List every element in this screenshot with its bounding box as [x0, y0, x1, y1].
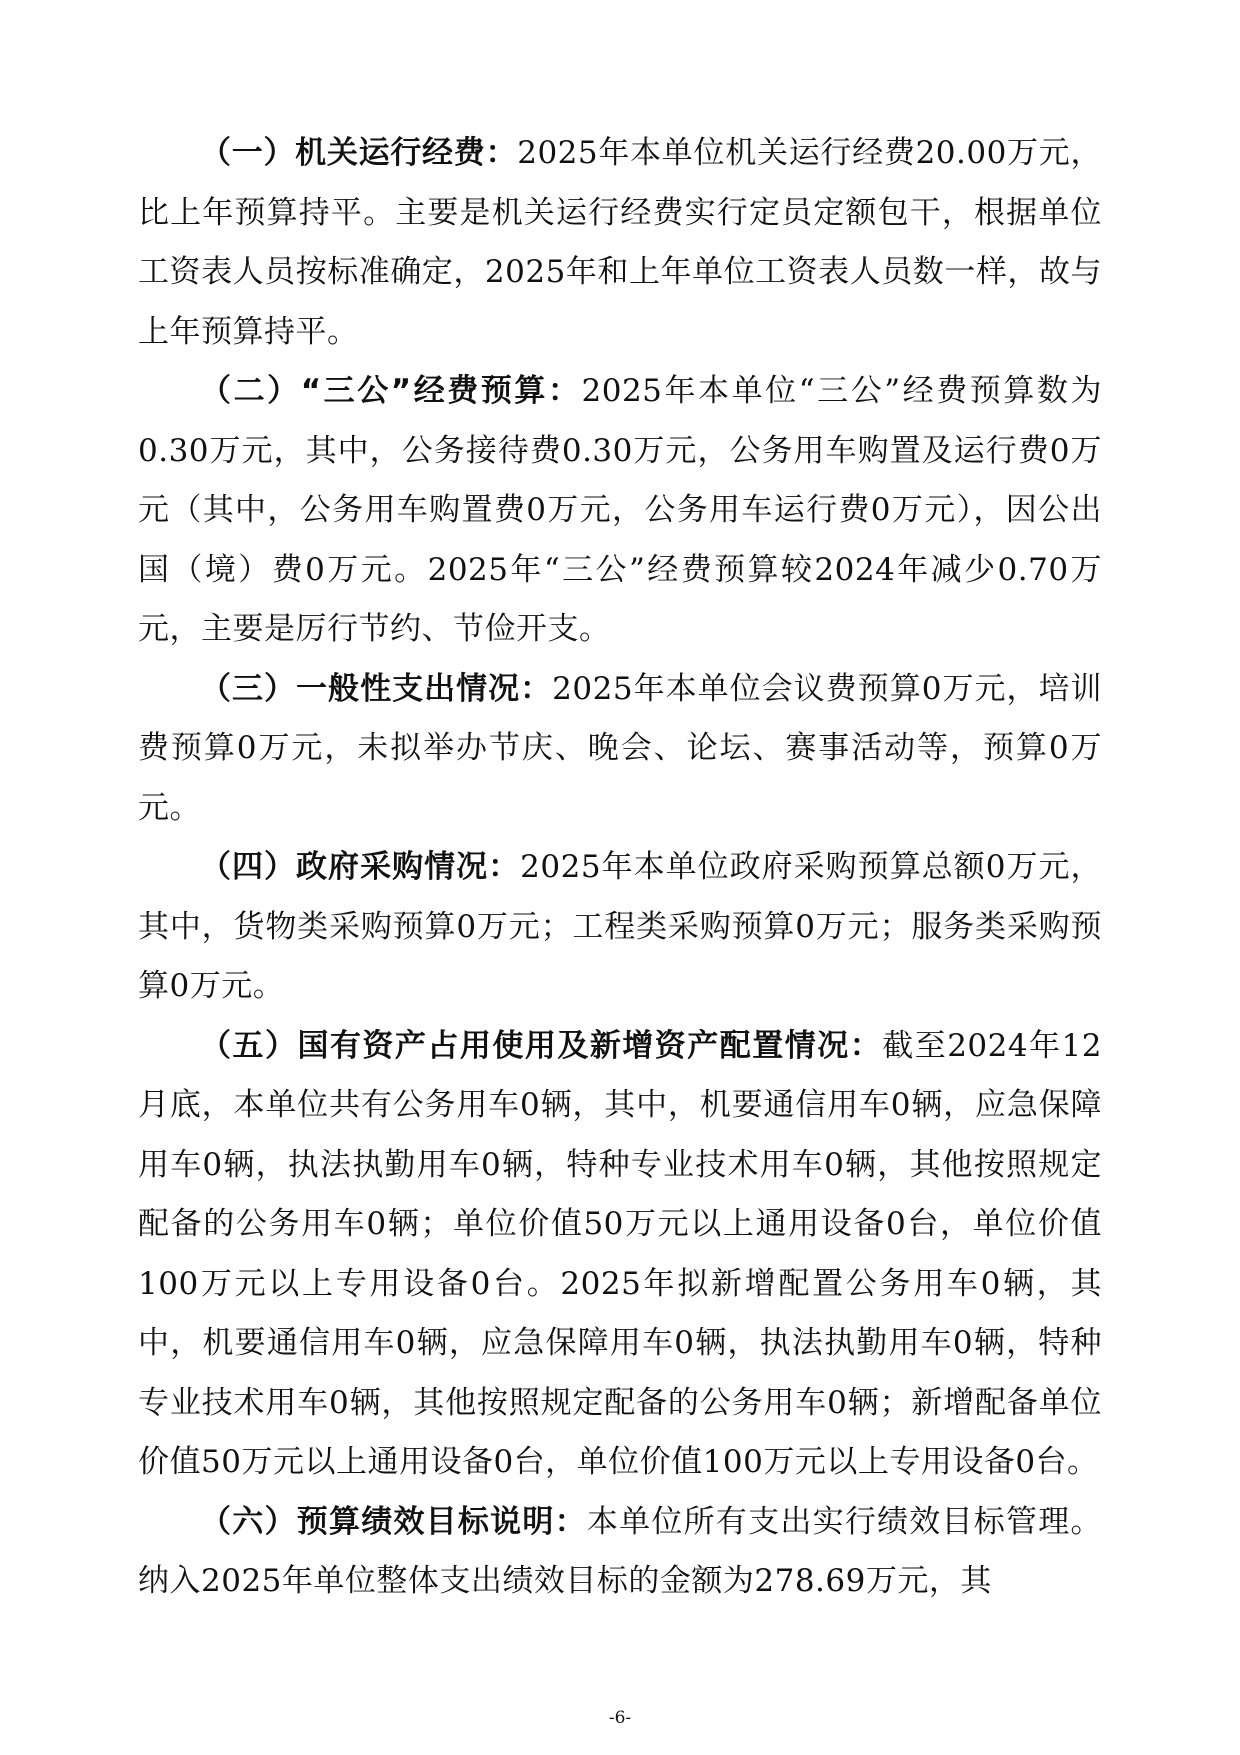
document-body [138, 124, 1102, 1612]
paragraph-state-assets [138, 1017, 1102, 1493]
paragraph-operating-expenses [138, 124, 1102, 362]
paragraph-heading: （五）国有资产占用使用及新增资产配置情况： [200, 1027, 883, 1064]
paragraph-text: 截至2024年12月底，本单位共有公务用车0辆，其中，机要通信用车0辆，应急保障用车0辆，执法执勤用车0辆，特种专业技术用车0辆，其他按照规定配备的公务用车0辆；单位价值50万元以上通用设备0台，单位价值100万元以上专用设备0台。2025年拟新增配置公务用车0辆，其中，机要通信用车0辆，应急保障用车0辆，执法执勤用车0辆，特种专业技术用车0辆，其他按照规定配备的公务用车0辆；新增配备单位价值50万元以上通用设备0台，单位价值100万元以上专用设备0台。 [138, 1027, 1103, 1480]
paragraph-government-procurement [138, 838, 1102, 1017]
paragraph-general-expenditure [138, 660, 1102, 839]
paragraph-text: 2025年本单位机关运行经费20.00万元，比上年预算持平。主要是机关运行经费实行定员定额包干，根据单位工资表人员按标准确定，2025年和上年单位工资表人员数一样，故与上年预算持平。 [138, 135, 1102, 350]
paragraph-heading: （六）预算绩效目标说明： [200, 1503, 587, 1540]
paragraph-text: 2025年本单位政府采购预算总额0万元，其中，货物类采购预算0万元；工程类采购预算0万元；服务类采购预算0万元。 [138, 849, 1103, 1004]
paragraph-heading: （三）一般性支出情况： [200, 670, 553, 707]
paragraph-heading: （四）政府采购情况： [200, 849, 521, 885]
paragraph-heading: （一）机关运行经费： [200, 135, 518, 171]
paragraph-three-public-expenses [138, 362, 1102, 660]
paragraph-text: 2025年本单位“三公”经费预算数为0.30万元，其中，公务接待费0.30万元，公务用车购置及运行费0万元（其中，公务用车购置费0万元，公务用车运行费0万元），因公出国（境）费0万元。2025年“三公”经费预算较2024年减少0.70万元，主要是厉行节约、节俭开支。 [138, 373, 1102, 647]
page-number: -6- [608, 1708, 632, 1728]
paragraph-text: 本单位所有支出实行绩效目标管理。纳入2025年单位整体支出绩效目标的金额为278.69万元，其 [138, 1503, 1103, 1599]
paragraph-heading: （二）“三公”经费预算： [200, 373, 582, 409]
paragraph-performance-targets [138, 1493, 1102, 1612]
paragraph-text: 2025年本单位会议费预算0万元，培训费预算0万元，未拟举办节庆、晚会、论坛、赛事活动等，预算0万元。 [138, 670, 1103, 826]
